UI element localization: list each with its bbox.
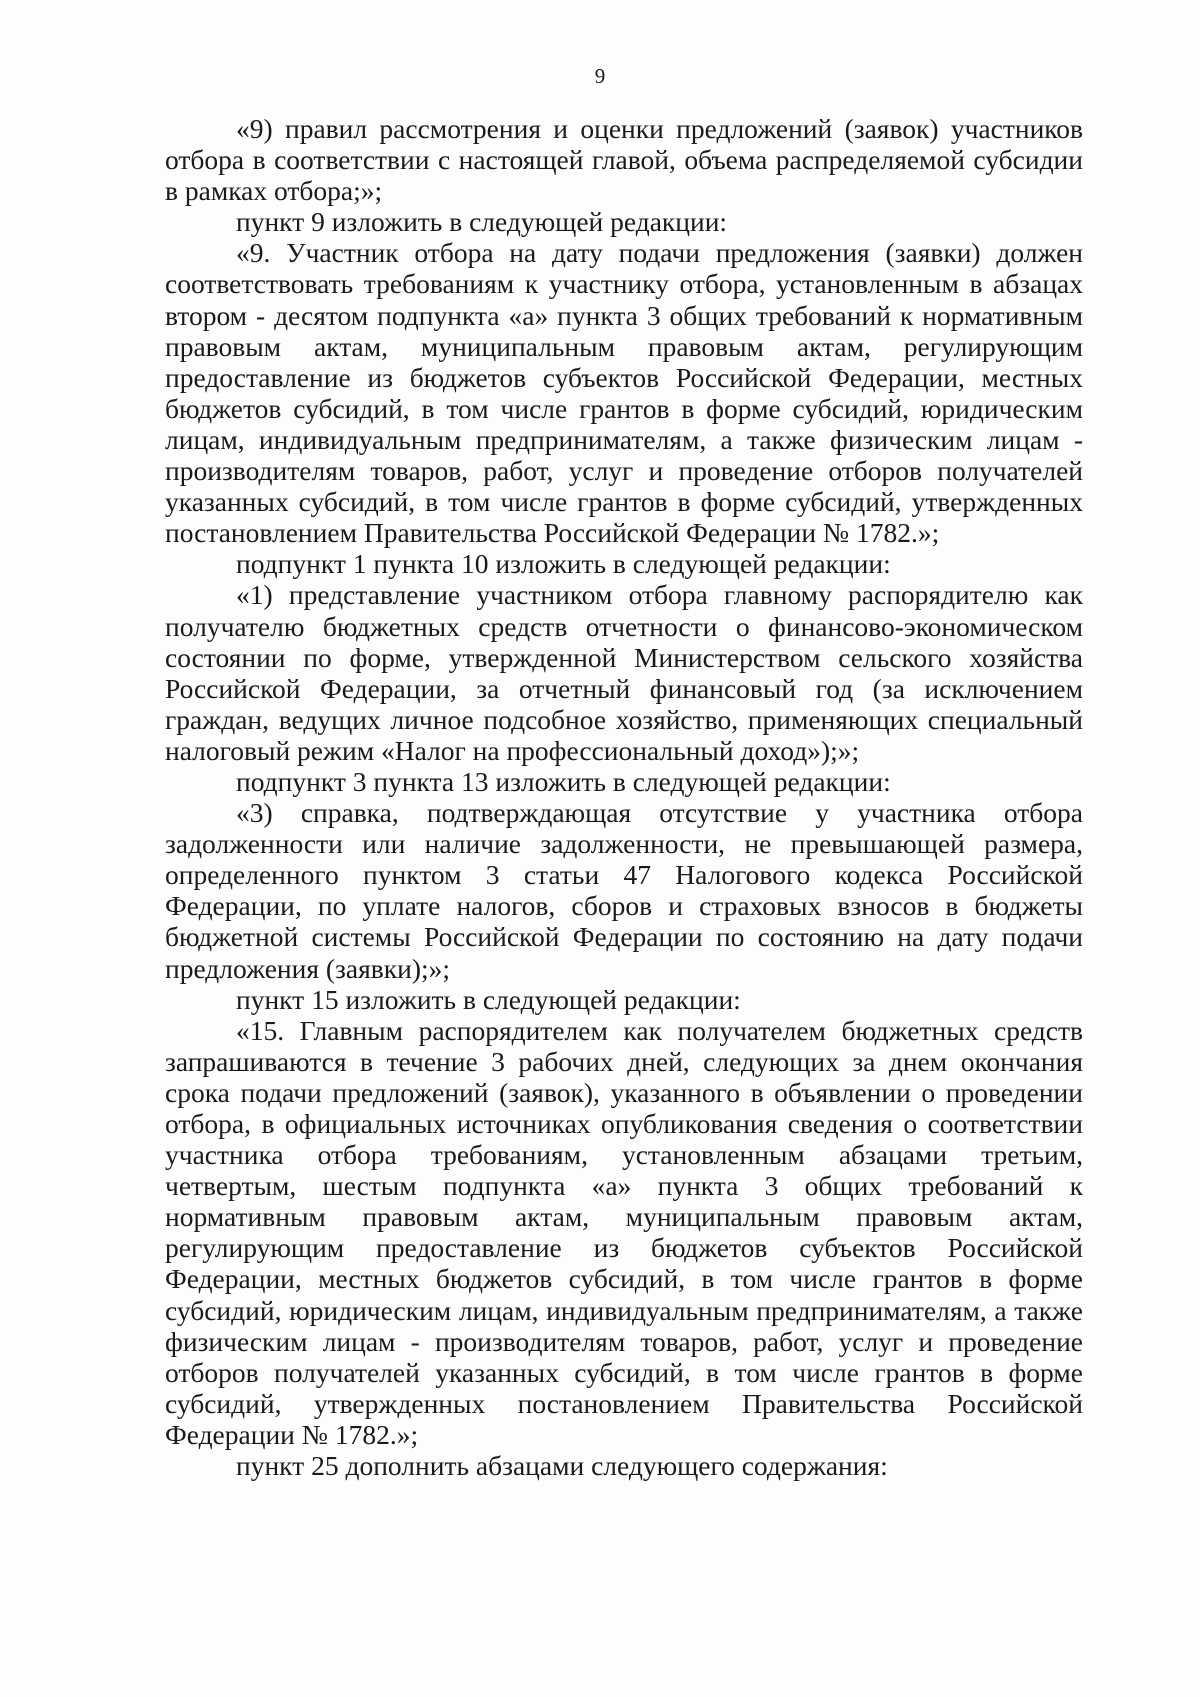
paragraph-item-10-subitem-1-text: «1) представление участником отбора главному распорядителю как получателю бюджетных средств отчетности о финансово-экономическом состоянии по форме, утвержденной Министерством сельского хозяйства Российской Федерации, за отчетный финансовый год (за исключением граждан, ведущих личное подсобное хозяйство, применяющих специальный налоговый режим «Налог на профессиональный доход»);»; <box>165 579 1083 766</box>
page-number: 9 <box>594 64 606 88</box>
paragraph-subitem-9-text: «9) правил рассмотрения и оценки предложений (заявок) участников отбора в соответствии с настоящей главой, объема распределяемой субсидии в рамках отбора;»; <box>165 113 1083 207</box>
paragraph-item-9-text: «9. Участник отбора на дату подачи предложения (заявки) должен соответствовать требованиям к участнику отбора, установленным в абзацах втором - десятом подпункта «а» пункта 3 общих требований к нормативным правовым актам, муниципальным правовым актам, регулирующим предоставление из бюджетов субъектов Российской Федерации, местных бюджетов субсидий, в том числе грантов в форме субсидий, юридическим лицам, индивидуальным предпринимателям, а также физическим лицам - производителям товаров, работ, услуг и проведение отборов получателей указанных субсидий, в том числе грантов в форме субсидий, утвержденных постановлением Правительства Российской Федерации № 1782.»; <box>165 237 1083 549</box>
paragraph-item-13-subitem-3-text: «3) справка, подтверждающая отсутствие у участника отбора задолженности или наличие задолженности, не превышающей размера, определенного пунктом 3 статьи 47 Налогового кодекса Российской Федерации, по уплате налогов, сборов и страховых взносов в бюджеты бюджетной системы Российской Федерации по состоянию на дату подачи предложения (заявки);»; <box>165 797 1083 984</box>
paragraph-instruction-item-10: подпункт 1 пункта 10 изложить в следующей редакции: <box>236 548 891 580</box>
paragraph-item-15-text: «15. Главным распорядителем как получателем бюджетных средств запрашиваются в течение 3 рабочих дней, следующих за днем окончания срока подачи предложений (заявок), указанного в объявлении о проведении отбора, в официальных источниках опубликования сведения о соответствии участника отбора требованиям, установленным абзацами третьим, четвертым, шестым подпункта «а» пункта 3 общих требований к нормативным правовым актам, муниципальным правовым актам, регулирующим предоставление из бюджетов субъектов Российской Федерации, местных бюджетов субсидий, в том числе грантов в форме субсидий, юридическим лицам, индивидуальным предпринимателям, а также физическим лицам - производителям товаров, работ, услуг и проведение отборов получателей указанных субсидий, в том числе грантов в форме субсидий, утвержденных постановлением Правительства Российской Федерации № 1782.»; <box>165 1014 1083 1450</box>
document-body <box>165 113 1083 1481</box>
paragraph-instruction-item-15: пункт 15 изложить в следующей редакции: <box>236 983 741 1015</box>
paragraph-instruction-item-9: пункт 9 изложить в следующей редакции: <box>236 206 728 238</box>
paragraph-instruction-item-13: подпункт 3 пункта 13 изложить в следующей редакции: <box>236 765 891 797</box>
paragraph-instruction-item-25: пункт 25 дополнить абзацами следующего содержания: <box>236 1450 888 1482</box>
